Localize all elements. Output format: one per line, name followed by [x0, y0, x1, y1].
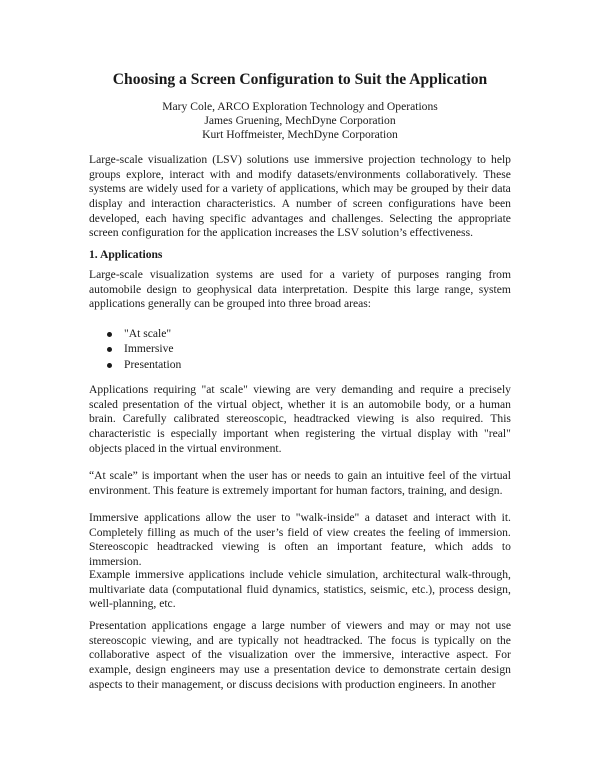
- author-line: Kurt Hoffmeister, MechDyne Corporation: [202, 128, 398, 141]
- text-line: Presentation applications engage a large number of viewers and may or may not use: [89, 619, 511, 632]
- section-heading: 1. Applications: [89, 248, 163, 261]
- text-line: multivariate data (computational fluid dynamics, statistics, seismic, etc.), process design,: [89, 582, 511, 596]
- paragraph-at-scale-importance: [89, 469, 511, 498]
- text-line: brain. Carefully calibrated stereoscopic, headtracked viewing is also required. This: [89, 412, 511, 426]
- text-line: Completely filling as much of the user’s field of view creates the feeling of immersion.: [89, 525, 511, 539]
- paragraph-presentation: [89, 619, 511, 692]
- text-line: developed, each having specific advantages and challenges. Selecting the appropriate: [89, 211, 511, 225]
- text-line: immersion.: [89, 555, 142, 569]
- text-line: scaled presentation of the virtual object, whether it is an automobile body, or a human: [89, 397, 511, 411]
- text-line: objects placed in the virtual environment.: [89, 441, 282, 455]
- text-line: systems are widely used for a variety of applications, which may be grouped by their data: [89, 182, 511, 196]
- paragraph-immersive-examples: [89, 568, 511, 612]
- text-line: collaborative aspect of the visualization over the immersive, interactive aspect. For: [89, 648, 511, 662]
- text-line: display and interaction characteristics. A number of screen configurations have been: [89, 197, 511, 211]
- author-list: [0, 100, 600, 142]
- text-line: Example immersive applications include vehicle simulation, architectural walk-through,: [89, 568, 511, 581]
- text-line: characteristic is especially important when registering the virtual display with "real": [89, 427, 511, 441]
- paper-title: Choosing a Screen Configuration to Suit the Application: [112, 71, 488, 88]
- list-item: Presentation: [89, 357, 181, 372]
- paragraph-intro: [89, 268, 511, 312]
- text-line: Large-scale visualization (LSV) solutions use immersive projection technology to help: [89, 153, 511, 166]
- list-item: Immersive: [89, 341, 181, 356]
- text-line: applications generally can be grouped into three broad areas:: [89, 297, 371, 311]
- abstract-paragraph: [89, 153, 511, 241]
- text-line: Stereoscopic headtracked viewing is often an important feature, which adds to: [89, 540, 511, 554]
- text-line: “At scale” is important when the user has or needs to gain an intuitive feel of the virtual: [89, 469, 511, 482]
- application-areas-list: [89, 326, 181, 372]
- text-line: well-planning, etc.: [89, 597, 176, 611]
- text-line: Applications requiring "at scale" viewing are very demanding and require a precisely: [89, 383, 511, 396]
- text-line: aspects to their management, or discuss decisions with production engineers. In another: [89, 677, 496, 691]
- text-line: Large-scale visualization systems are used for a variety of purposes ranging from: [89, 268, 511, 281]
- text-line: example, design engineers may use a presentation device to demonstrate certain design: [89, 663, 511, 677]
- author-line: James Gruening, MechDyne Corporation: [204, 114, 396, 127]
- text-line: screen configuration for the application increases the LSV solution’s effectiveness.: [89, 226, 473, 240]
- text-line: groups explore, interact with and modify datasets/environments collaboratively. These: [89, 167, 511, 181]
- text-line: environment. This feature is extremely important for human factors, training, and design.: [89, 483, 503, 497]
- author-line: Mary Cole, ARCO Exploration Technology and Operations: [162, 100, 438, 113]
- list-item: "At scale": [89, 326, 181, 341]
- paragraph-at-scale: [89, 383, 511, 456]
- text-line: automobile design to geophysical data interpretation. Despite this large range, system: [89, 282, 511, 296]
- paragraph-immersive: [89, 511, 511, 570]
- text-line: stereoscopic viewing, and are typically not headtracked. The focus is typically on the: [89, 633, 511, 647]
- text-line: Immersive applications allow the user to "walk-inside" a dataset and interact with it.: [89, 511, 511, 524]
